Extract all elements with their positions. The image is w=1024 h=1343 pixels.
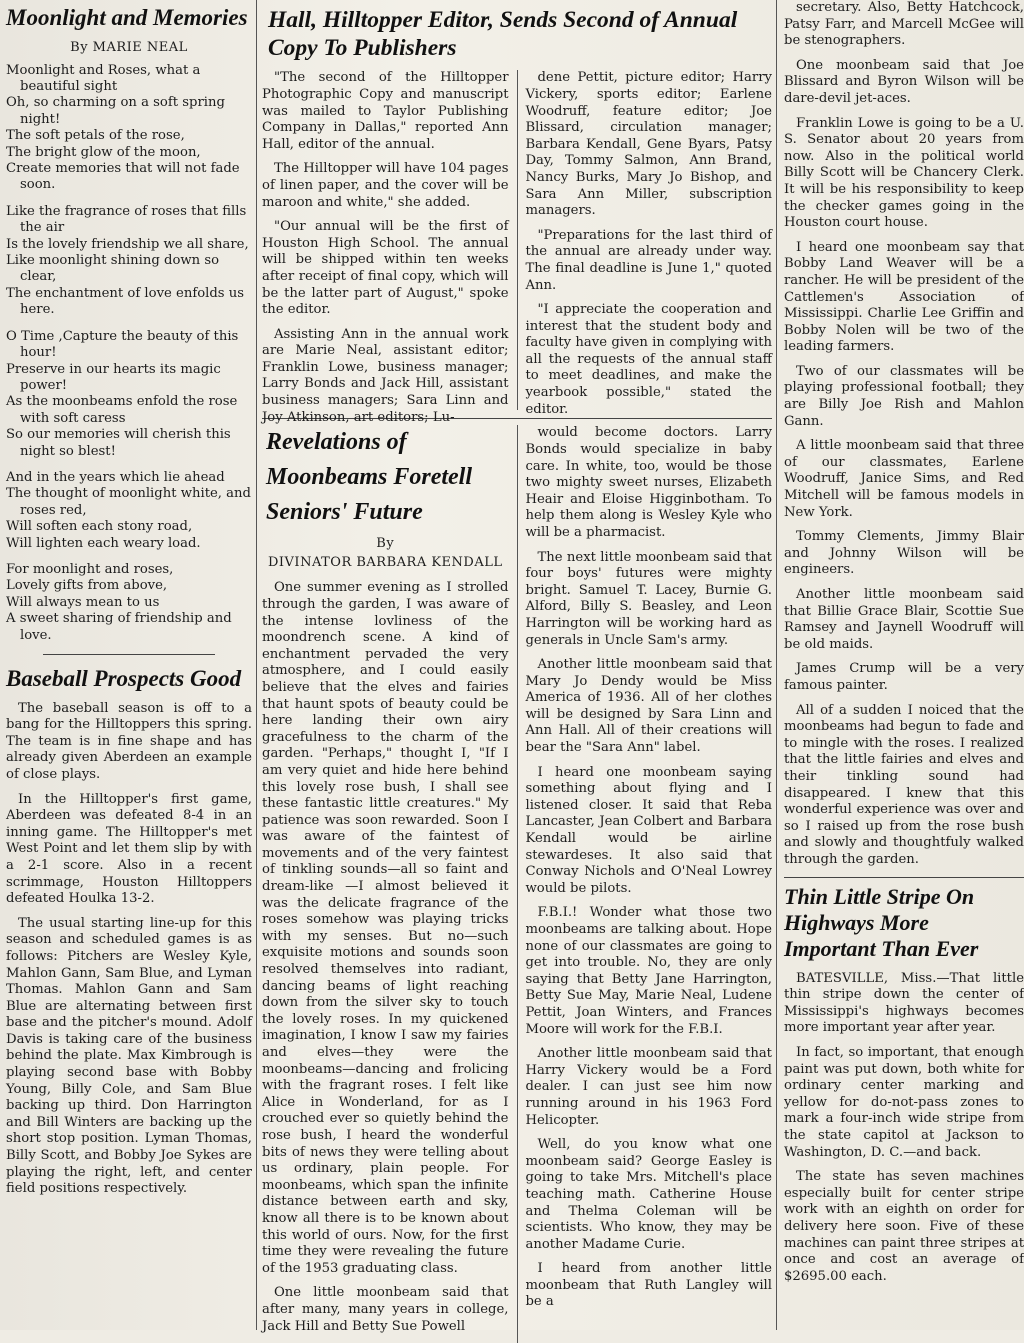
- stripe-title: Thin Little Stripe On Highways More Important Than Ever: [784, 883, 979, 962]
- poem-line: Is the lovely friendship we all share,: [6, 236, 249, 252]
- column-rule: [256, 0, 257, 1330]
- divider: [784, 877, 1024, 878]
- revelations-paragraph: The next little moonbeam said that four boys' futures were mighty bright. Samuel T. Lacey, Burnie G. Alford, Billy S. Beasley, and Leon Harrington will be working hard as generals in Uncle Sam's army.: [525, 549, 772, 648]
- baseball-paragraph: In the Hilltopper's first game, Aberdeen was defeated 8-4 in an inning game. The Hilltopper's met West Point and let them slip by with a 2-1 score. Also in a recent scrimmage, Houston Hilltoppers defeated Houlka 13-2.: [6, 791, 252, 907]
- revelations-paragraph: Another little moonbeam said that Harry Vickery would be a Ford dealer. I can just see him now running around in his 1963 Ford Helicopter.: [525, 1046, 772, 1128]
- revelations-paragraph: Another little moonbeam said that Mary Jo Dendy would be Miss America of 1936. All of her clothes will be designed by Sara Linn and Ann Hall. All of their creations will bear the "Sara Ann" label.: [525, 657, 772, 756]
- revelations-column-2: [525, 425, 772, 1343]
- stripe-paragraph: The state has seven machines especially built for center stripe work with an eighth on order for delivery here soon. Five of these machines can paint three stripes at once and cost an average of $2695.00 each.: [784, 1169, 1024, 1284]
- column-middle: [262, 0, 772, 1334]
- poem-line: Create memories that will not fade soon.: [6, 161, 240, 193]
- revelations-paragraph: F.B.I.! Wonder what those two moonbeams are talking about. Hope none of our classmates are going to get into trouble. No, they are only saying that Betty Jane Harrington, Betty Sue May, Marie Neal, Ludene Pettit, Joan Winters, and Frances Moore will work for the F.B.I.: [525, 905, 772, 1037]
- poem-line: The bright glow of the moon,: [6, 144, 201, 160]
- revelations-paragraph: Two of our classmates will be playing professional football; they are Billy Joe Rish and Mahlon Gann.: [784, 363, 1024, 429]
- revelations-paragraph: I heard from another little moonbeam that Ruth Langley will be a: [525, 1261, 772, 1310]
- poem-line: The thought of moonlight white, and roses red,: [6, 486, 251, 518]
- annual-column-1: [262, 70, 509, 425]
- revelations-column-3: [784, 0, 1024, 869]
- revelations-byline-name: DIVINATOR BARBARA KENDALL: [267, 555, 503, 571]
- poem-line: Will always mean to us: [6, 594, 160, 610]
- stripe-body: [784, 971, 1024, 1286]
- poem-line: Will soften each stony road,: [6, 519, 193, 535]
- poem-line: As the moonbeams enfold the rose with soft caress: [6, 394, 238, 426]
- column-right: [780, 0, 1024, 1330]
- poem-line: And in the years which lie ahead: [6, 469, 225, 485]
- annual-paragraph: "The second of the Hilltopper Photographic Copy and manuscript was mailed to Taylor Publishing Company in Dallas," reported Ann Hall, editor of the annual.: [262, 70, 509, 152]
- revelations-paragraph: Another little moonbeam said that Billie Grace Blair, Scottie Sue Ramsey and Jaynell Woodruff will be old maids.: [784, 587, 1024, 652]
- poem-stanza: [6, 562, 252, 644]
- revelations-paragraph: James Crump will be a very famous painter.: [784, 661, 1024, 693]
- column-rule: [517, 70, 518, 410]
- annual-paragraph: The Hilltopper will have 104 pages of linen paper, and the cover will be maroon and white," she added.: [262, 161, 509, 210]
- revelations-story: [262, 425, 772, 1343]
- poem-stanza: [6, 470, 252, 552]
- poem-line: So our memories will cherish this night so blest!: [6, 427, 231, 459]
- poem-body: [6, 63, 252, 644]
- poem-line: For moonlight and roses,: [6, 561, 174, 577]
- baseball-body: [6, 701, 252, 1198]
- revelations-byline-by: By: [376, 536, 395, 552]
- poem-title: Moonlight and Memories: [6, 5, 248, 30]
- annual-story: [262, 70, 772, 425]
- poem-line: A sweet sharing of friendship and love.: [6, 611, 232, 643]
- revelations-paragraph: would become doctors. Larry Bonds would specialize in baby care. In white, too, would be those two mighty sweet nurses, Elizabeth Heair and Eloise Higginbotham. To help them along is Wesley Kyle who will be a pharmacist.: [525, 425, 772, 540]
- revelations-paragraph: One little moonbeam said that after many, many years in college, Jack Hill and Betty Sue Powell: [262, 1285, 509, 1334]
- baseball-paragraph: The usual starting line-up for this season and scheduled games is as follows: Pitchers are Wesley Kyle, Mahlon Gann, Sam Blue, and Lyman Thomas. Mahlon Gann and Sam Blue are alternating between first base and the pitcher's mound. Adolf Davis is taking care of the business behind the plate. Max Kimbrough is playing second base with Bobby Young, Billy Cole, and Sam Blue backing up third. Don Harrington and Bill Winters are backing up the short stop position. Lyman Thomas, Billy Scott, and Bobby Joe Sykes are playing the right, left, and center field positions respectively.: [6, 915, 252, 1197]
- poem-line: Will lighten each weary load.: [6, 535, 201, 551]
- divider: [43, 654, 215, 655]
- revelations-paragraph: A little moonbeam said that three of our classmates, Earlene Woodruff, Janice Sims, and Red Mitchell will be famous models in New York.: [784, 438, 1024, 520]
- revelations-text-1: [262, 580, 509, 1335]
- column-rule: [517, 425, 518, 1343]
- annual-title: Hall, Hilltopper Editor, Sends Second of Annual Copy To Publishers: [268, 7, 738, 62]
- annual-paragraph: Assisting Ann in the annual work are Marie Neal, assistant editor; Franklin Lowe, business manager; Larry Bonds and Jack Hill, assistant business managers; Sara Linn and Joy Atkinson, art editors; Lu-: [262, 326, 509, 425]
- poem-line: O Time ,Capture the beauty of this hour!: [6, 328, 239, 361]
- poem-stanza: [6, 329, 252, 460]
- revelations-paragraph: I heard one moonbeam say that Bobby Land Weaver will be a rancher. He will be president of the Cattlemen's Association of Mississippi. Charlie Lee Griffin and Bobby Nolen will be two of the leading farmers.: [784, 239, 1024, 355]
- poem-line: Preserve in our hearts its magic power!: [6, 361, 221, 393]
- revelations-column-1: [262, 425, 509, 1343]
- revelations-paragraph: One moonbeam said that Joe Blissard and Byron Wilson will be dare-devil jet-aces.: [784, 57, 1024, 106]
- poem-line: Moonlight and Roses, what a beautiful sight: [6, 62, 201, 94]
- revelations-paragraph: Franklin Lowe is going to be a U. S. Senator about 20 years from now. Also in the political world Billy Scott will be Chancery Clerk. It will be his responsibility to keep the checker games going in the Houston court house.: [784, 115, 1024, 231]
- poem-stanza: [6, 204, 252, 319]
- baseball-title: Baseball Prospects Good: [6, 666, 242, 691]
- annual-paragraph: dene Pettit, picture editor; Harry Vickery, sports editor; Earlene Woodruff, feature editor; Joe Blissard, circulation manager; Barbara Kendall, Gene Byars, Patsy Day, Tommy Salmon, Ann Brand, Nancy Burks, Mary Jo Bishop, and Sara Ann Miller, subscription managers.: [525, 70, 772, 219]
- poem-line: The soft petals of the rose,: [6, 128, 185, 144]
- poem-line: The enchantment of love enfolds us here.: [6, 285, 245, 318]
- poem-line: Lovely gifts from above,: [6, 578, 168, 594]
- annual-column-2: [525, 70, 772, 417]
- revelations-paragraph: I heard one moonbeam saying something about flying and I listened closer. It said that Reba Lancaster, Jean Colbert and Barbara Kendall would be airline stewardeses. It also said that Conway Nichols and O'Neal Lowrey would be pilots.: [525, 764, 772, 896]
- revelations-paragraph: One summer evening as I strolled through the garden, I was aware of the intense lovliness of the moondrench scene. A kind of enchantment pervaded the very atmosphere, and I could easily believe that the elves and fairies that haunt spots of beauty could be here landing their own airy gracefulness to the charm of the garden. "Perhaps," thought I, "If I am very quiet and hide here behind this lovely rose bush, I shall see these fantastic little creatures." My patience was soon rewarded. Soon I was aware of the faintest of movements and of the very faintest of tinkling sounds—all so faint and dream-like —I almost believed it was the delicate fragrance of the roses somehow was playing tricks with my senses. But no—such exquisite motions and sounds soon resolved themselves into radiant, dancing beams of light reaching down from the silver sky to touch the lovely roses. In my quickened imagination, I know I saw my fairies and elves—they were the moonbeams—dancing and frolicing with the fragrant roses. I felt like Alice in Wonderland, for as I crouched ever so quietly behind the rose bush, I heard the wonderful bits of news they were telling about us ordinary, plain people. For moonbeams, which span the infinite distance between earth and sky, know all there is to be known about this world of ours. Now, for the first time they were revealing the future of the 1953 graduating class.: [262, 580, 509, 1276]
- stripe-paragraph: BATESVILLE, Miss.—That little thin stripe down the center of Mississippi's highways becomes more important year after year.: [784, 970, 1024, 1036]
- baseball-paragraph: The baseball season is off to a bang for the Hilltoppers this spring. The team is in fine shape and has already given Aberdeen an example of close plays.: [6, 700, 252, 782]
- poem-stanza: [6, 63, 252, 194]
- poem-line: Like the fragrance of roses that fills the air: [6, 203, 247, 236]
- revelations-paragraph: secretary. Also, Betty Hatchcock, Patsy Farr, and Marcell McGee will be stenographers.: [784, 0, 1024, 49]
- annual-paragraph: "Preparations for the last third of the annual are already under way. The final deadline is June 1," quoted Ann.: [525, 227, 772, 293]
- revelations-paragraph: All of a sudden I noiced that the moonbeams had begun to fade and to mingle with the roses. I realized that the little fairies and elves and their tinkling sound had disappeared. I knew that this wonderful experience was over and so I raised up from the rose bush and slowly and thoughtfuly walked through the garden.: [784, 702, 1024, 867]
- annual-paragraph: "I appreciate the cooperation and interest that the student body and faculty have given in complying with all the requests of the annual staff to meet deadlines, and make the yearbook possible," stated the editor.: [525, 302, 772, 417]
- stripe-paragraph: In fact, so important, that enough paint was put down, both white for ordinary center marking and yellow for do-not-pass zones to mark a four-inch wide stripe from the state capitol at Jackson to Washington, D. C.—and back.: [784, 1045, 1024, 1160]
- poem-line: Oh, so charming on a soft spring night!: [6, 95, 225, 127]
- poem-byline: By MARIE NEAL: [70, 39, 188, 55]
- revelations-title: Revelations of Moonbeams Foretell Seniors' Future: [266, 429, 473, 526]
- revelations-paragraph: Well, do you know what one moonbeam said? George Easley is going to take Mrs. Mitchell's place teaching math. Catherine House and Thelma Coleman will be scientists. Who know, they may be another Madame Curie.: [525, 1137, 772, 1252]
- annual-paragraph: "Our annual will be the first of Houston High School. The annual will be shipped within ten weeks after receipt of final copy, which will be the latter part of August," spoke the editor.: [262, 219, 509, 318]
- poem-line: Like moonlight shining down so clear,: [6, 253, 220, 285]
- column-rule: [776, 0, 777, 1330]
- revelations-paragraph: Tommy Clements, Jimmy Blair and Johnny Wilson will be engineers.: [784, 529, 1024, 578]
- column-left: [0, 0, 256, 1330]
